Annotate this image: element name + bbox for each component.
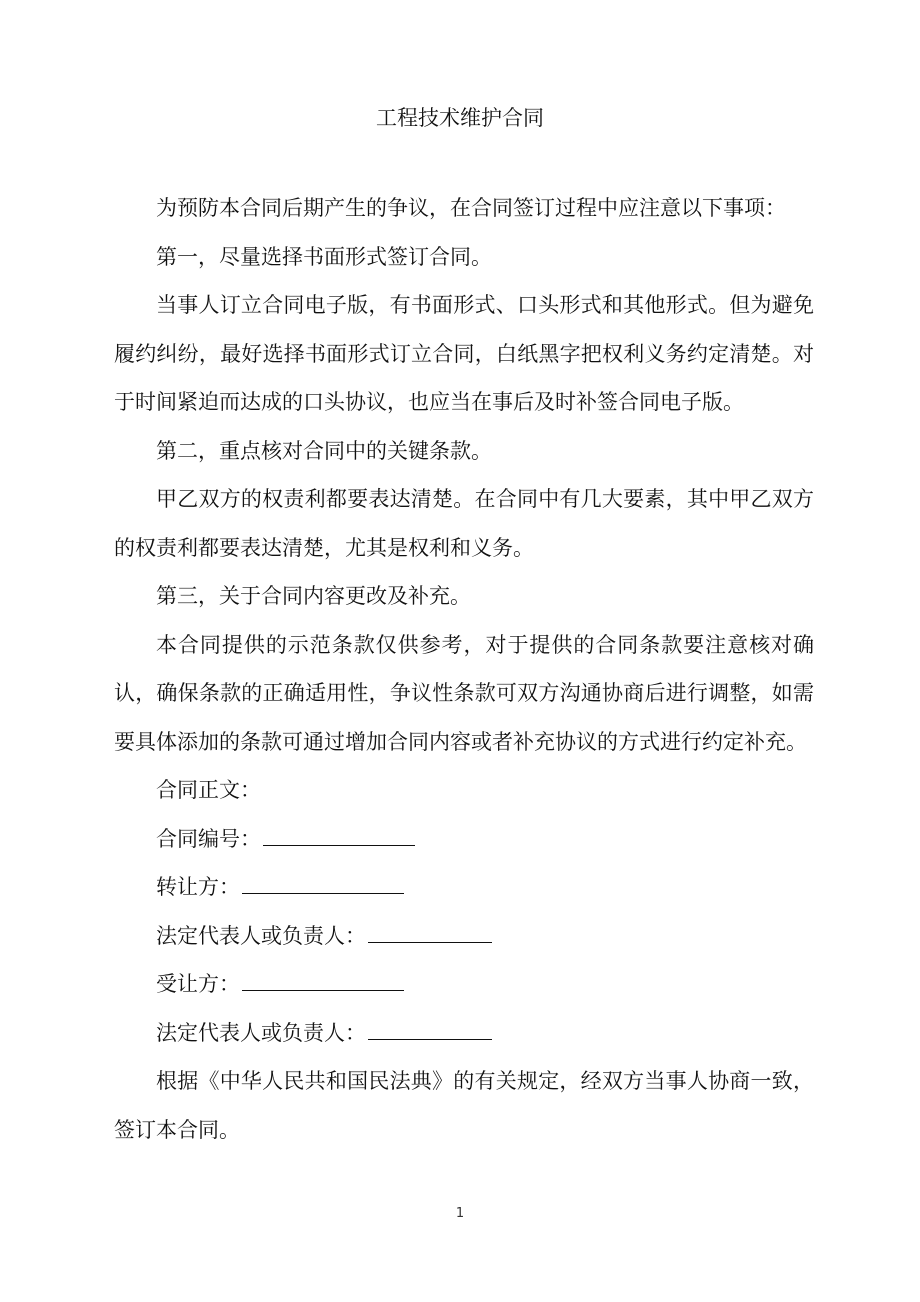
document-title: 工程技术维护合同 [376, 106, 544, 130]
page-number: 1 [455, 1206, 465, 1221]
contract-body-heading: 合同正文： [156, 778, 261, 802]
transferor-blank [242, 865, 404, 894]
transferor-representative-label: 法定代表人或负责人： [156, 923, 366, 948]
point-one-text: 当事人订立合同电子版，有书面形式、口头形式和其他形式。但为避免履约纠纷，最好选择书面形式订立合同，白纸黑字把权利义务约定清楚。对于时间紧迫而达成的口头协议，也应当在事后及时补签合同电子版。 [114, 293, 814, 414]
contract-number-blank [263, 817, 415, 846]
document-body [114, 184, 814, 1154]
transferor-representative-blank [368, 914, 492, 943]
point-two-heading: 第二，重点核对合同中的关键条款。 [156, 438, 492, 463]
transferee-representative-label: 法定代表人或负责人： [156, 1020, 366, 1045]
point-one-heading: 第一，尽量选择书面形式签订合同。 [156, 244, 492, 269]
contract-number-field [114, 815, 814, 864]
transferor-representative-field [114, 912, 814, 961]
intro-paragraph: 为预防本合同后期产生的争议，在合同签订过程中应注意以下事项： [156, 196, 786, 220]
transferee-label: 受让方： [156, 972, 240, 996]
closing-paragraph: 根据《中华人民共和国民法典》的有关规定，经双方当事人协商一致，签订本合同。 [114, 1069, 814, 1142]
transferee-representative-field [114, 1009, 814, 1058]
point-three-heading: 第三，关于合同内容更改及补充。 [156, 584, 471, 608]
transferee-representative-blank [368, 1011, 492, 1040]
contract-number-label: 合同编号： [156, 826, 261, 851]
point-three-text: 本合同提供的示范条款仅供参考，对于提供的合同条款要注意核对确认，确保条款的正确适用性，争议性条款可双方沟通协商后进行调整，如需要具体添加的条款可通过增加合同内容或者补充协议的方式进行约定补充。 [114, 632, 814, 754]
transferor-label: 转让方： [156, 875, 240, 899]
transferee-field [114, 960, 814, 1009]
transferor-field [114, 863, 814, 912]
point-two-text: 甲乙双方的权责利都要表达清楚。在合同中有几大要素，其中甲乙双方的权责利都要表达清楚，尤其是权利和义务。 [114, 487, 814, 560]
transferee-blank [242, 962, 404, 991]
